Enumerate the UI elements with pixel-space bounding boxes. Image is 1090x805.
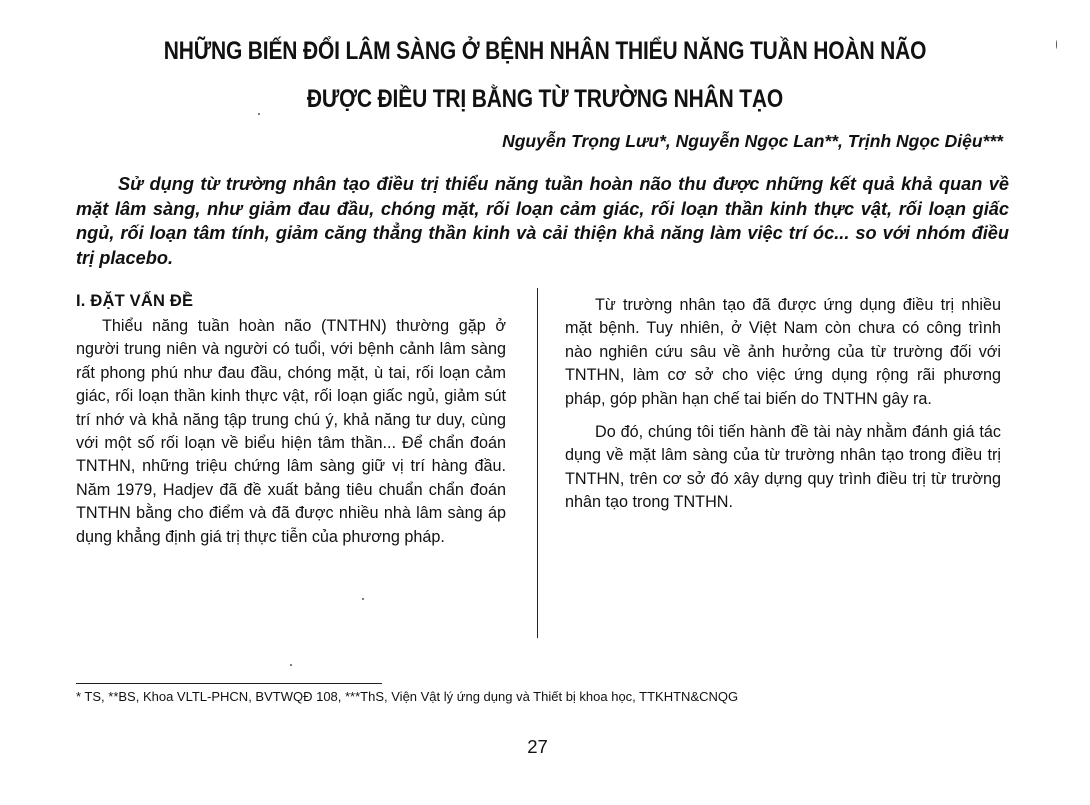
scan-speck (258, 113, 260, 115)
page-number: 27 (527, 736, 548, 757)
scan-speck (362, 598, 364, 600)
title-line-1: NHỮNG BIẾN ĐỔI LÂM SÀNG Ở BỆNH NHÂN THIỂU NĂNG TUẦN HOÀN NÃO (163, 37, 927, 65)
title-line-2: ĐƯỢC ĐIỀU TRỊ BẰNG TỪ TRƯỜNG NHÂN TẠO (306, 85, 784, 113)
column-divider (537, 288, 538, 638)
authors: Nguyễn Trọng Lưu*, Nguyễn Ngọc Lan**, Trịnh Ngọc Diệu*** (502, 131, 1003, 151)
left-column (76, 292, 506, 549)
right-column (565, 294, 1001, 515)
paragraph-objective: Do đó, chúng tôi tiến hành đề tài này nhằm đánh giá tác dụng về mặt lâm sàng của từ trường nhân tạo trong điều trị TNTHN, trên cơ sở đó xây dựng quy trình điều trị từ trường nhân tạo trong TNTHN. (565, 423, 1001, 512)
scan-speck (290, 664, 292, 666)
abstract: Sử dụng từ trường nhân tạo điều trị thiểu năng tuần hoàn não thu được những kết quả khả quan về mặt lâm sàng, như giảm đau đầu, chóng mặt, rối loạn cảm giác, rối loạn thần kinh thực vật, rối loạn giấc ngủ, rối loạn tâm tính, giảm căng thẳng thần kinh và cải thiện khả năng làm việc trí óc... so với nhóm điều trị placebo. (76, 174, 1009, 268)
section-heading: I. ĐẶT VẤN ĐỀ (76, 292, 194, 310)
footnote-divider (76, 683, 382, 684)
scan-speck (1056, 40, 1057, 49)
paragraph-motivation: Từ trường nhân tạo đã được ứng dụng điều trị nhiều mặt bệnh. Tuy nhiên, ở Việt Nam còn chưa có công trình nào nghiên cứu sâu về ảnh hưởng của từ trường đối với TNTHN, làm cơ sở cho việc ứng dụng rộng rãi phương pháp, góp phần hạn chế tai biến do TNTHN gây ra. (565, 296, 1001, 408)
paragraph-introduction: Thiểu năng tuần hoàn não (TNTHN) thường gặp ở người trung niên và người có tuổi, với bệnh cảnh lâm sàng rất phong phú như đau đầu, chóng mặt, ù tai, rối loạn cảm giác, rối loạn thần kinh thực vật, rối loạn giấc ngủ, giảm sút trí nhớ và khả năng tập trung chú ý, khả năng tư duy, cùng với một số rối loạn về biểu hiện tâm thần... Để chẩn đoán TNTHN, những triệu chứng lâm sàng giữ vị trí hàng đầu. Năm 1979, Hadjev đã đề xuất bảng tiêu chuẩn chẩn đoán TNTHN bằng cho điểm và đã được nhiều nhà lâm sàng áp dụng khẳng định giá trị thực tiễn của phương pháp. (76, 317, 506, 546)
footnote: * TS, **BS, Khoa VLTL-PHCN, BVTWQĐ 108, ***ThS, Viện Vật lý ứng dụng và Thiết bị khoa học, TTKHTN&CNQG (76, 689, 739, 704)
